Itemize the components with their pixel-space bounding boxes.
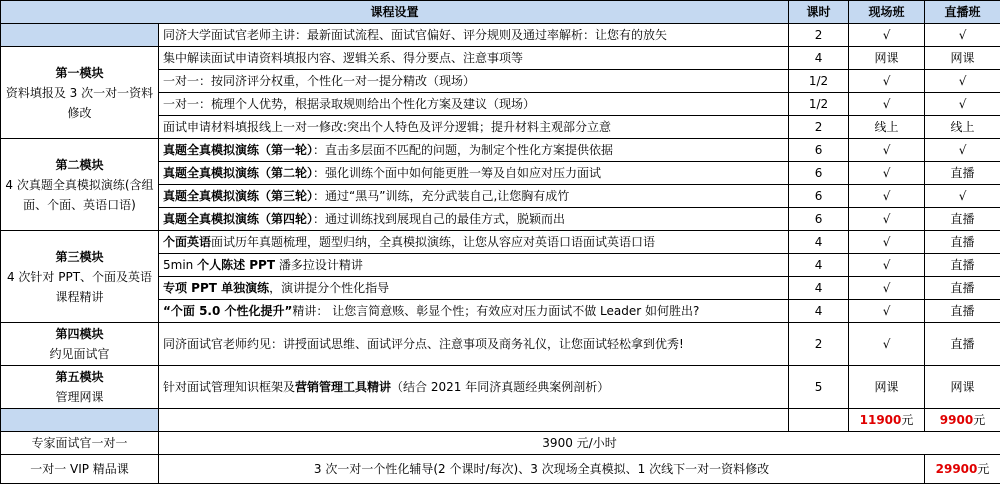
row-live: 直播 bbox=[925, 254, 1000, 277]
row-text bbox=[159, 300, 789, 323]
live-price: 9900 bbox=[940, 413, 973, 427]
module-2-cell bbox=[1, 139, 159, 231]
row-text bbox=[159, 366, 789, 409]
table-row bbox=[1, 366, 1000, 409]
row-text bbox=[159, 185, 789, 208]
row-live: 网课 bbox=[925, 47, 1000, 70]
row-live: √ bbox=[925, 93, 1000, 116]
row-live: 直播 bbox=[925, 277, 1000, 300]
price-unit: 元 bbox=[901, 413, 913, 427]
row-text-rest: ：直击多层面不匹配的问题，为制定个性化方案提供依据 bbox=[313, 143, 613, 157]
row-text bbox=[159, 208, 789, 231]
row-text-bold: 专项 PPT 单独演练 bbox=[163, 281, 269, 295]
row-text-bold: 个面英语 bbox=[163, 235, 211, 249]
module-desc: 约见面试官 bbox=[3, 344, 156, 364]
module-5-cell bbox=[1, 366, 159, 409]
module-1-cell bbox=[1, 47, 159, 139]
module-title: 第一模块 bbox=[3, 63, 156, 83]
row-text-rest: ：通过训练找到展现自己的最佳方式，脱颖而出 bbox=[313, 212, 565, 226]
vip-row bbox=[1, 455, 1000, 484]
intro-onsite: √ bbox=[849, 24, 925, 47]
expert-row bbox=[1, 432, 1000, 455]
row-onsite: √ bbox=[849, 208, 925, 231]
row-hours: 6 bbox=[789, 139, 849, 162]
row-onsite: √ bbox=[849, 70, 925, 93]
row-text-rest: 精讲： 让您言简意赅、彰显个性；有效应对压力面试不做 Leader 如何胜出? bbox=[292, 304, 699, 318]
expert-label: 专家面试官一对一 bbox=[1, 432, 159, 455]
row-text-rest: 潘多拉设计精讲 bbox=[275, 258, 363, 272]
row-text: 一对一：梳理个人优势，根据录取规则给出个性化方案及建议（现场） bbox=[159, 93, 789, 116]
totals-blank bbox=[1, 409, 159, 432]
row-hours: 4 bbox=[789, 47, 849, 70]
totals-onsite bbox=[849, 409, 925, 432]
row-hours: 1/2 bbox=[789, 70, 849, 93]
intro-row bbox=[1, 24, 1000, 47]
table-row bbox=[1, 231, 1000, 254]
row-text-bold: 真题全真模拟演练（第四轮） bbox=[163, 212, 313, 226]
row-onsite: 线上 bbox=[849, 116, 925, 139]
module-desc: 4 次针对 PPT、个面及英语课程精讲 bbox=[3, 267, 156, 307]
row-onsite: 网课 bbox=[849, 366, 925, 409]
row-text-bold: 个人陈述 PPT bbox=[197, 258, 275, 272]
row-text-pre: 针对面试管理知识框架及 bbox=[163, 380, 295, 394]
row-onsite: √ bbox=[849, 93, 925, 116]
header-live: 直播班 bbox=[925, 1, 1000, 24]
row-live: 直播 bbox=[925, 231, 1000, 254]
header-onsite: 现场班 bbox=[849, 1, 925, 24]
row-onsite: √ bbox=[849, 300, 925, 323]
module-3-cell bbox=[1, 231, 159, 323]
row-text bbox=[159, 277, 789, 300]
row-live: 直播 bbox=[925, 162, 1000, 185]
header-row bbox=[1, 1, 1000, 24]
row-onsite: √ bbox=[849, 139, 925, 162]
row-text-rest: ：强化训练个面中如何能更胜一筹及自如应对压力面试 bbox=[313, 166, 601, 180]
vip-price-cell bbox=[925, 455, 1000, 484]
price-unit: 元 bbox=[973, 413, 985, 427]
row-onsite: √ bbox=[849, 231, 925, 254]
row-text-bold: “个面 5.0 个性化提升” bbox=[163, 304, 292, 318]
row-hours: 6 bbox=[789, 162, 849, 185]
row-text bbox=[159, 162, 789, 185]
row-onsite: √ bbox=[849, 277, 925, 300]
module-desc: 资料填报及 3 次一对一资料修改 bbox=[3, 83, 156, 123]
price-unit: 元 bbox=[977, 462, 989, 476]
row-text bbox=[159, 139, 789, 162]
onsite-price: 11900 bbox=[860, 413, 902, 427]
row-live: 网课 bbox=[925, 366, 1000, 409]
row-onsite: 网课 bbox=[849, 47, 925, 70]
row-live: √ bbox=[925, 139, 1000, 162]
table-row bbox=[1, 47, 1000, 70]
totals-empty bbox=[159, 409, 789, 432]
row-onsite: √ bbox=[849, 162, 925, 185]
module-desc: 管理网课 bbox=[3, 387, 156, 407]
header-hours: 课时 bbox=[789, 1, 849, 24]
intro-text: 同济大学面试官老师主讲：最新面试流程、面试官偏好、评分规则及通过率解析：让您有的放矢 bbox=[159, 24, 789, 47]
header-course: 课程设置 bbox=[1, 1, 789, 24]
row-text: 集中解读面试申请资料填报内容、逻辑关系、得分要点、注意事项等 bbox=[159, 47, 789, 70]
row-hours: 4 bbox=[789, 277, 849, 300]
row-text bbox=[159, 254, 789, 277]
module-4-cell bbox=[1, 323, 159, 366]
vip-price: 29900 bbox=[936, 462, 978, 476]
expert-value: 3900 元/小时 bbox=[159, 432, 1000, 455]
module-title: 第二模块 bbox=[3, 155, 156, 175]
row-text: 同济面试官老师约见：讲授面试思维、面试评分点、注意事项及商务礼仪，让您面试轻松拿到优秀! bbox=[159, 323, 789, 366]
row-hours: 5 bbox=[789, 366, 849, 409]
row-live: 线上 bbox=[925, 116, 1000, 139]
row-hours: 4 bbox=[789, 300, 849, 323]
module-desc: 4 次真题全真模拟演练(含组面、个面、英语口语) bbox=[3, 175, 156, 215]
row-text-rest: 面试历年真题梳理，题型归纳，全真模拟演练，让您从容应对英语口语面试英语口语 bbox=[211, 235, 655, 249]
row-hours: 4 bbox=[789, 254, 849, 277]
module-title: 第四模块 bbox=[3, 324, 156, 344]
totals-row bbox=[1, 409, 1000, 432]
intro-live: √ bbox=[925, 24, 1000, 47]
row-live: 直播 bbox=[925, 300, 1000, 323]
row-onsite: √ bbox=[849, 323, 925, 366]
vip-desc: 3 次一对一个性化辅导(2 个课时/每次)、3 次现场全真模拟、1 次线下一对一资料修改 bbox=[159, 455, 925, 484]
intro-blank bbox=[1, 24, 159, 47]
row-live: √ bbox=[925, 185, 1000, 208]
module-title: 第三模块 bbox=[3, 247, 156, 267]
row-text bbox=[159, 231, 789, 254]
totals-live bbox=[925, 409, 1000, 432]
row-hours: 6 bbox=[789, 185, 849, 208]
module-title: 第五模块 bbox=[3, 367, 156, 387]
totals-empty-hours bbox=[789, 409, 849, 432]
row-text-bold: 真题全真模拟演练（第二轮） bbox=[163, 166, 313, 180]
vip-label: 一对一 VIP 精品课 bbox=[1, 455, 159, 484]
row-text: 一对一：按同济评分权重，个性化一对一提分精改（现场） bbox=[159, 70, 789, 93]
row-hours: 2 bbox=[789, 116, 849, 139]
row-hours: 1/2 bbox=[789, 93, 849, 116]
intro-hours: 2 bbox=[789, 24, 849, 47]
row-hours: 4 bbox=[789, 231, 849, 254]
row-hours: 2 bbox=[789, 323, 849, 366]
row-hours: 6 bbox=[789, 208, 849, 231]
row-text-bold: 营销管理工具精讲 bbox=[295, 380, 391, 394]
row-text: 面试申请材料填报线上一对一修改:突出个人特色及评分逻辑；提升材料主观部分立意 bbox=[159, 116, 789, 139]
row-onsite: √ bbox=[849, 185, 925, 208]
row-text-bold: 真题全真模拟演练（第一轮） bbox=[163, 143, 313, 157]
row-text-rest: ：通过“黑马”训练，充分武装自己,让您胸有成竹 bbox=[313, 189, 569, 203]
row-live: √ bbox=[925, 70, 1000, 93]
row-live: 直播 bbox=[925, 323, 1000, 366]
row-live: 直播 bbox=[925, 208, 1000, 231]
table-row bbox=[1, 139, 1000, 162]
row-text-rest: ，演讲提分个性化指导 bbox=[269, 281, 389, 295]
table-row bbox=[1, 323, 1000, 366]
row-text-rest: （结合 2021 年同济真题经典案例剖析） bbox=[391, 380, 609, 394]
row-text-bold: 真题全真模拟演练（第三轮） bbox=[163, 189, 313, 203]
row-onsite: √ bbox=[849, 254, 925, 277]
row-text-pre: 5min bbox=[163, 258, 197, 272]
